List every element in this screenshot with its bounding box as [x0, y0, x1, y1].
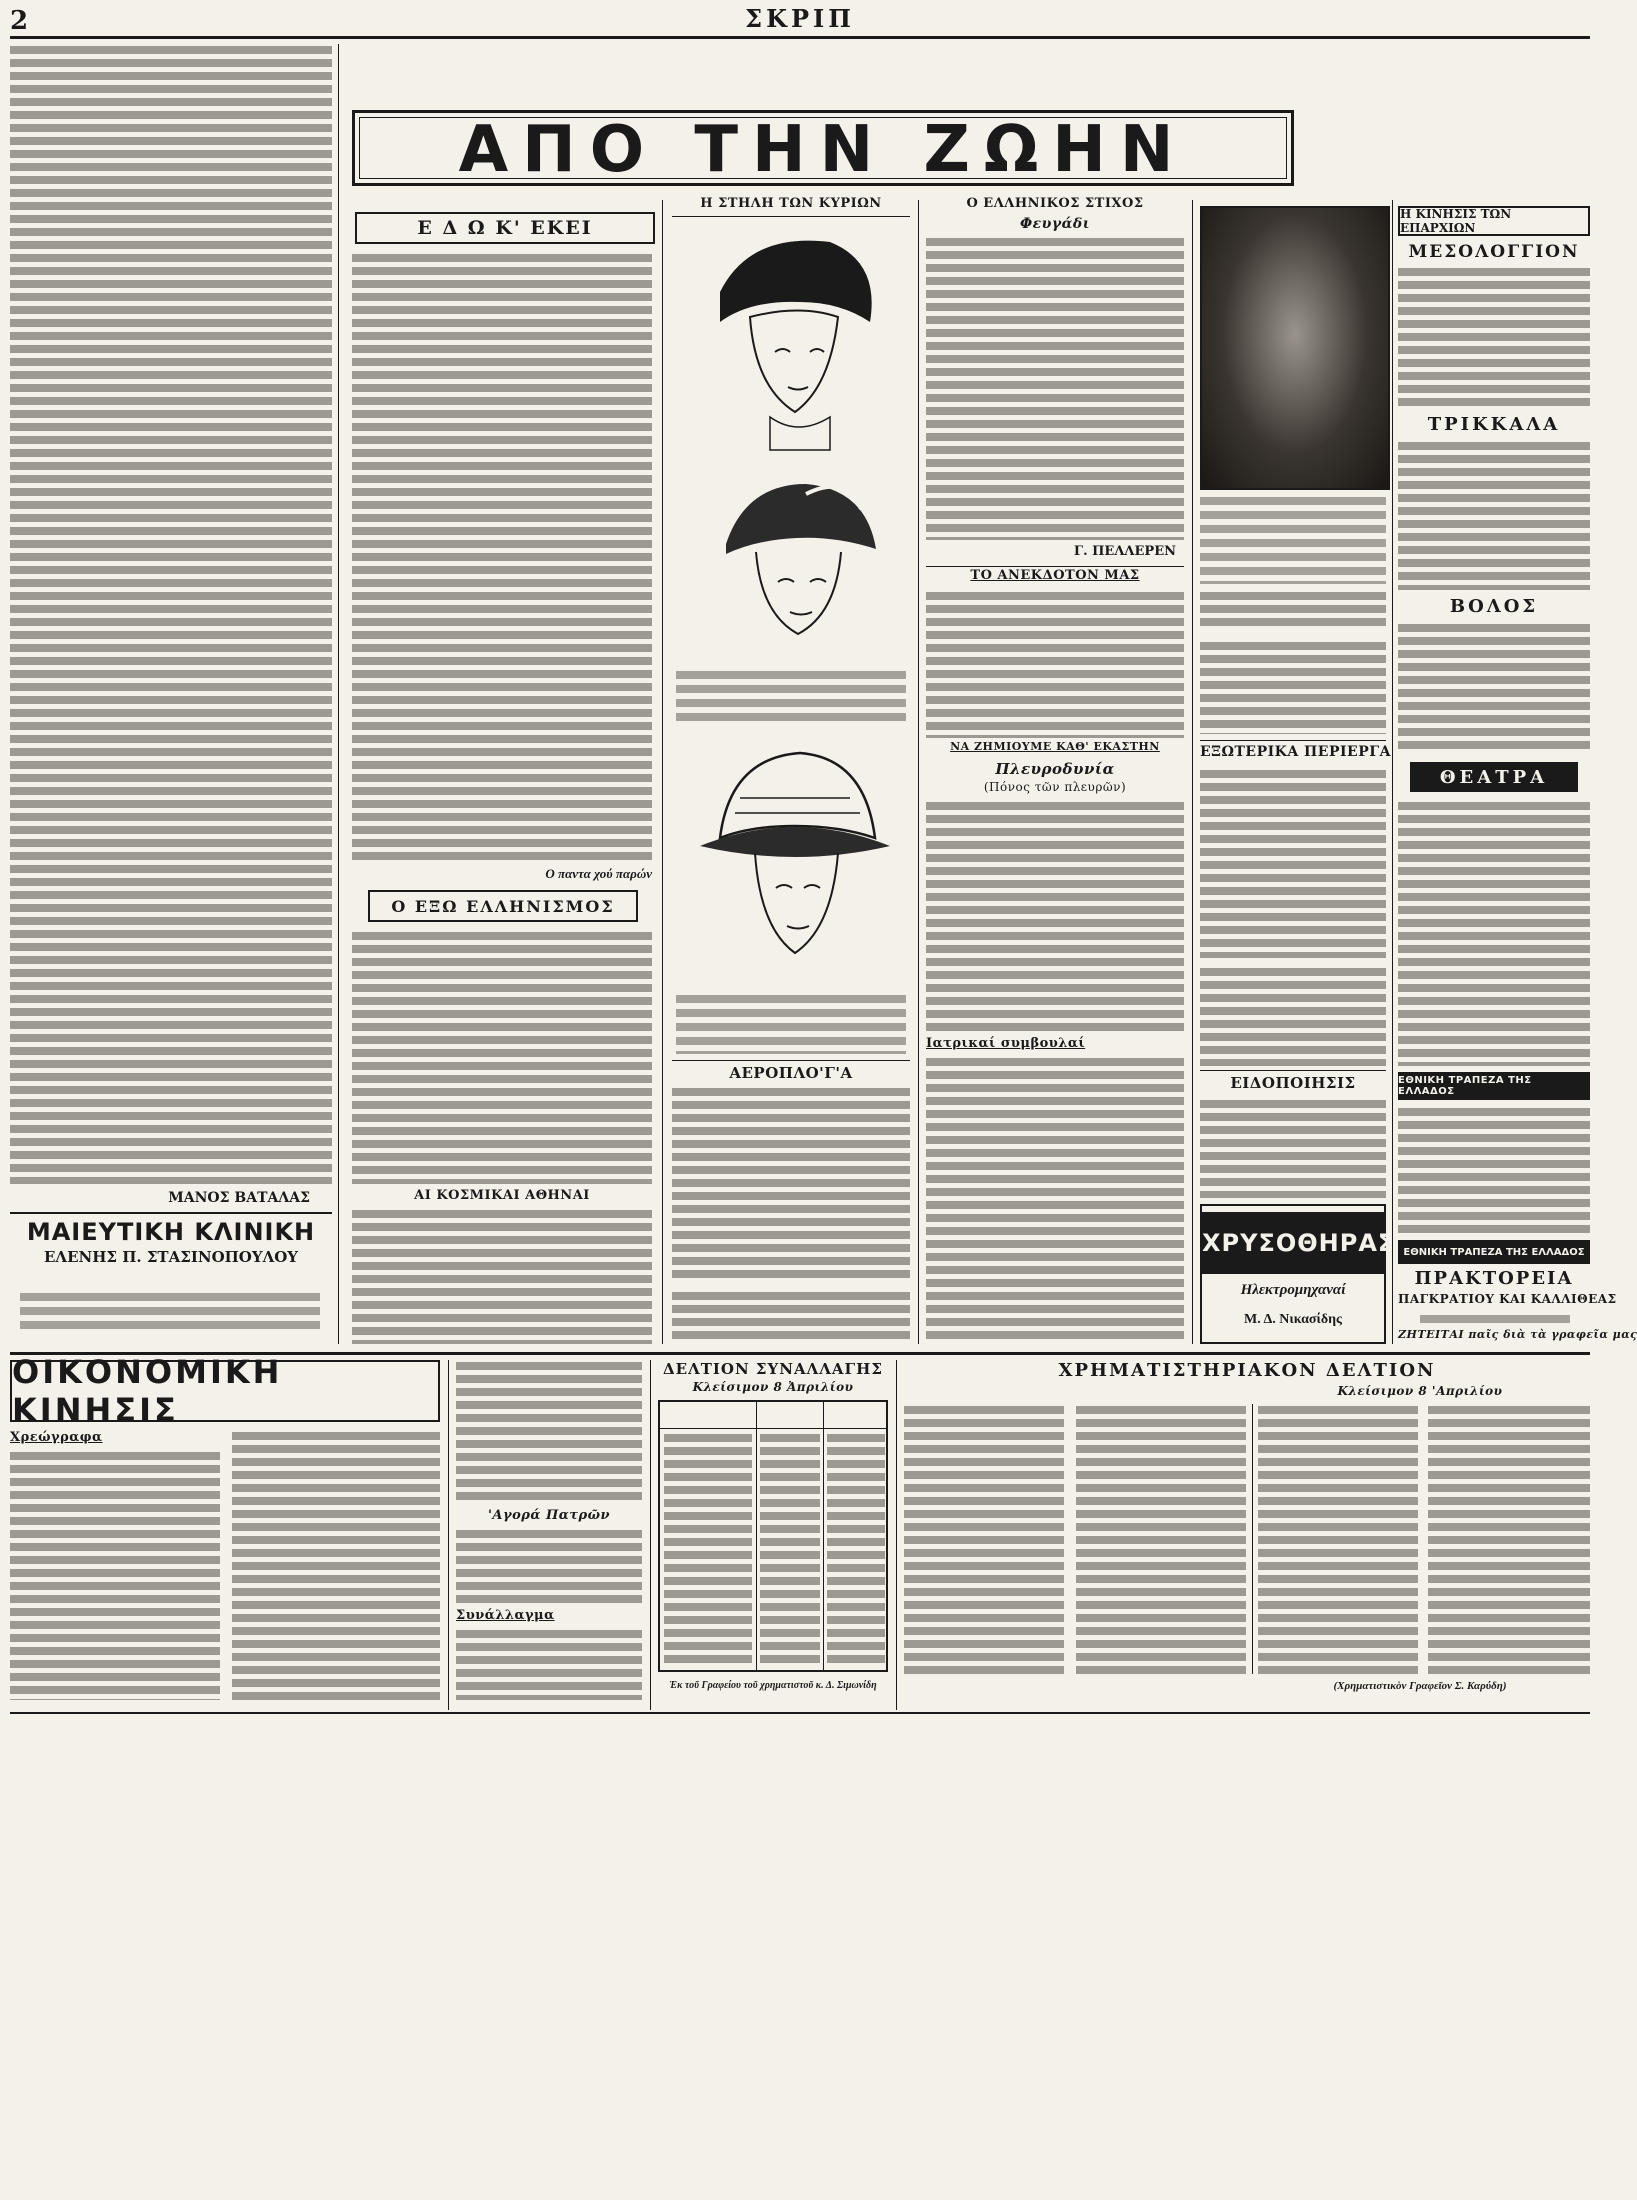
section-title: ΧΡΗΜΑΤΙΣΤΗΡΙΑΚΟΝ ΔΕΛΤΙΟΝ — [1058, 1360, 1436, 1381]
caption — [676, 668, 906, 722]
stock-table — [904, 1404, 1064, 1674]
article-text — [232, 1430, 440, 1700]
caption — [676, 992, 906, 1054]
column-signature: Ο παντα χού παρών — [545, 866, 652, 881]
article-text — [352, 252, 652, 864]
ad-maieutiki-address — [20, 1290, 320, 1330]
article-text — [456, 1528, 642, 1604]
poem-author: Γ. ΠΕΛΛΕΡΕΝ — [1073, 544, 1176, 559]
paper-name: ΣΚΡΙΠ — [745, 4, 855, 33]
column-title: Ιατρικαί συμβουλαί — [926, 1036, 1086, 1051]
article-text — [672, 1086, 910, 1282]
stock-table — [1258, 1404, 1418, 1674]
banner-title: ΑΠΟ ΤΗΝ ΖΩΗΝ — [458, 113, 1188, 187]
column-subtitle: (Πόνος τῶν πλευρῶν) — [983, 780, 1127, 794]
section-subtitle: Χρεώγραφα — [10, 1430, 103, 1445]
illustration-hat-2 — [686, 454, 906, 664]
ad-zitountai: ΖΗΤΕΙΤΑΙ παῖς διὰ τὰ γραφεῖα μας — [1398, 1328, 1637, 1341]
photo-caption — [1200, 494, 1386, 584]
portrait-photo — [1200, 206, 1390, 490]
ad-ethniki-trapeza — [1398, 1072, 1590, 1100]
article-text — [1200, 768, 1386, 958]
section-title: ΤΡΙΚΚΑΛΑ — [1427, 414, 1561, 435]
section-subtitle: Συνάλλαγμα — [456, 1608, 555, 1623]
ad-pagkratiou: ΠΑΓΚΡΑΤΙΟΥ ΚΑΙ ΚΑΛΛΙΘΕΑΣ — [1398, 1292, 1617, 1306]
section-subtitle: 'Αγορά Πατρῶν — [487, 1508, 611, 1523]
ad-praktoreia: ΠΡΑΚΤΟΡΕΙΑ — [1414, 1268, 1574, 1289]
stock-table — [1428, 1404, 1590, 1674]
ad-maieutiki — [10, 1218, 332, 1288]
ad-nikasidis: Μ. Δ. Νικασίδης — [1244, 1312, 1342, 1327]
poem-title: Φευγάδι — [1019, 216, 1091, 232]
illustration-hat-1 — [680, 222, 906, 450]
ad-ilektromixanai: Ηλεκτρομηχαναί — [1240, 1282, 1346, 1298]
article-text — [1200, 640, 1386, 734]
article-text — [352, 930, 652, 1184]
article-text — [10, 1450, 220, 1700]
column-title: Ε Δ Ω Κ' ΕΚΕΙ — [417, 217, 593, 239]
column-title: ΘΕΑΤΡΑ — [1439, 766, 1549, 788]
ad-title: ΕΘΝΙΚΗ ΤΡΑΠΕΖΑ ΤΗΣ ΕΛΛΑΔΟΣ — [1398, 1075, 1532, 1097]
article-text — [1398, 440, 1590, 590]
ad-xrysothiras-title: ΧΡΥΣΟΘΗΡΑΣ — [1202, 1212, 1384, 1274]
article-text — [352, 1208, 652, 1344]
section-title: ΒΟΛΟΣ — [1449, 596, 1539, 617]
article-text — [672, 1290, 910, 1344]
article-text — [1200, 966, 1386, 1066]
section-date: Κλείσιμον 8 'Απριλίου — [1337, 1384, 1503, 1398]
article-text — [926, 590, 1184, 738]
deltion-footer: Ἐκ τοῦ Γραφείου τοῦ χρηματιστοῦ κ. Δ. Σιμωνίδη — [669, 1680, 877, 1691]
column-header-o-exo-ellinismos — [368, 890, 638, 922]
column-title: Ο ΕΞΩ ΕΛΛΗΝΙΣΜΟΣ — [391, 896, 615, 916]
poem-text — [926, 236, 1184, 540]
xrimat-footer: (Χρηματιστικὸν Γραφεῖον Σ. Καρύδη) — [1333, 1680, 1507, 1692]
column-title: ΝΑ ΖΗΜΙΟΥΜΕ ΚΑΘ' ΕΚΑΣΤΗΝ — [950, 740, 1160, 753]
section-date: Κλείσιμον 8 Ἀπριλίου — [692, 1380, 854, 1394]
deltion-table — [658, 1400, 888, 1672]
column-title: ΤΟ ΑΝΕΚΔΟΤΟΝ ΜΑΣ — [970, 568, 1140, 583]
theatra-header — [1410, 762, 1578, 792]
ad-xrysothiras — [1200, 1204, 1396, 1344]
article-text — [10, 44, 332, 1184]
article-text — [1398, 266, 1590, 408]
column-header-eso-kekei — [355, 212, 655, 244]
article-text — [1398, 1106, 1590, 1236]
ad-maieutiki-title: ΜΑΙΕΥΤΙΚΗ ΚΛΙΝΙΚΗ — [26, 1218, 316, 1246]
section-title: ΜΕΣΟΛΟΓΓΙΟΝ — [1408, 242, 1580, 262]
ad-ethniki-trapeza-2 — [1398, 1240, 1590, 1264]
article-text — [456, 1628, 642, 1700]
article-text — [1200, 1098, 1386, 1198]
ad-maieutiki-name: ΕΛΕΝΗΣ Π. ΣΤΑΣΙΝΟΠΟΥΛΟΥ — [44, 1248, 298, 1266]
article-text — [926, 1056, 1184, 1344]
column-title: Η ΣΤΗΛΗ ΤΩΝ ΚΥΡΙΩΝ — [700, 196, 882, 211]
page-number: 2 — [10, 6, 29, 36]
column-title: Ο ΕΛΛΗΝΙΚΟΣ ΣΤΙΧΟΣ — [966, 196, 1144, 211]
banner-box — [352, 110, 1294, 186]
column-title: Πλευροδυνία — [995, 760, 1115, 778]
article-text — [456, 1360, 642, 1504]
article-text — [1420, 1312, 1570, 1324]
article-text — [1398, 800, 1590, 1066]
column-title: ΑΕΡΟΠΛΟ'Γ'Α — [729, 1064, 853, 1082]
article-text — [1398, 622, 1590, 754]
column-title: ΑΙ ΚΟΣΜΙΚΑΙ ΑΘΗΝΑΙ — [414, 1188, 590, 1203]
column-title: ΕΙΔΟΠΟΙΗΣΙΣ — [1230, 1074, 1356, 1092]
oikonomiki-header — [10, 1353, 440, 1429]
column-header-kinisis — [1398, 206, 1590, 236]
stock-table — [1076, 1404, 1246, 1674]
column-title: ΕΞΩΤΕΡΙΚΑ ΠΕΡΙΕΡΓΑ — [1200, 744, 1392, 760]
section-title: ΔΕΛΤΙΟΝ ΣΥΝΑΛΛΑΓΗΣ — [663, 1360, 883, 1378]
illustration-hat-3 — [690, 728, 900, 988]
ad-title: ΕΘΝΙΚΗ ΤΡΑΠΕΖΑ ΤΗΣ ΕΛΛΑΔΟΣ — [1403, 1246, 1585, 1258]
article-text — [1200, 590, 1386, 626]
byline-manos: ΜΑΝΟΣ ΒΑΤΑΛΑΣ — [168, 1190, 310, 1206]
column-title: Η ΚΙΝΗΣΙΣ ΤΩΝ ΕΠΑΡΧΙΩΝ — [1400, 207, 1512, 235]
article-text — [926, 800, 1184, 1032]
section-title: ΟΙΚΟΝΟΜΙΚΗ ΚΙΝΗΣΙΣ — [12, 1353, 283, 1429]
